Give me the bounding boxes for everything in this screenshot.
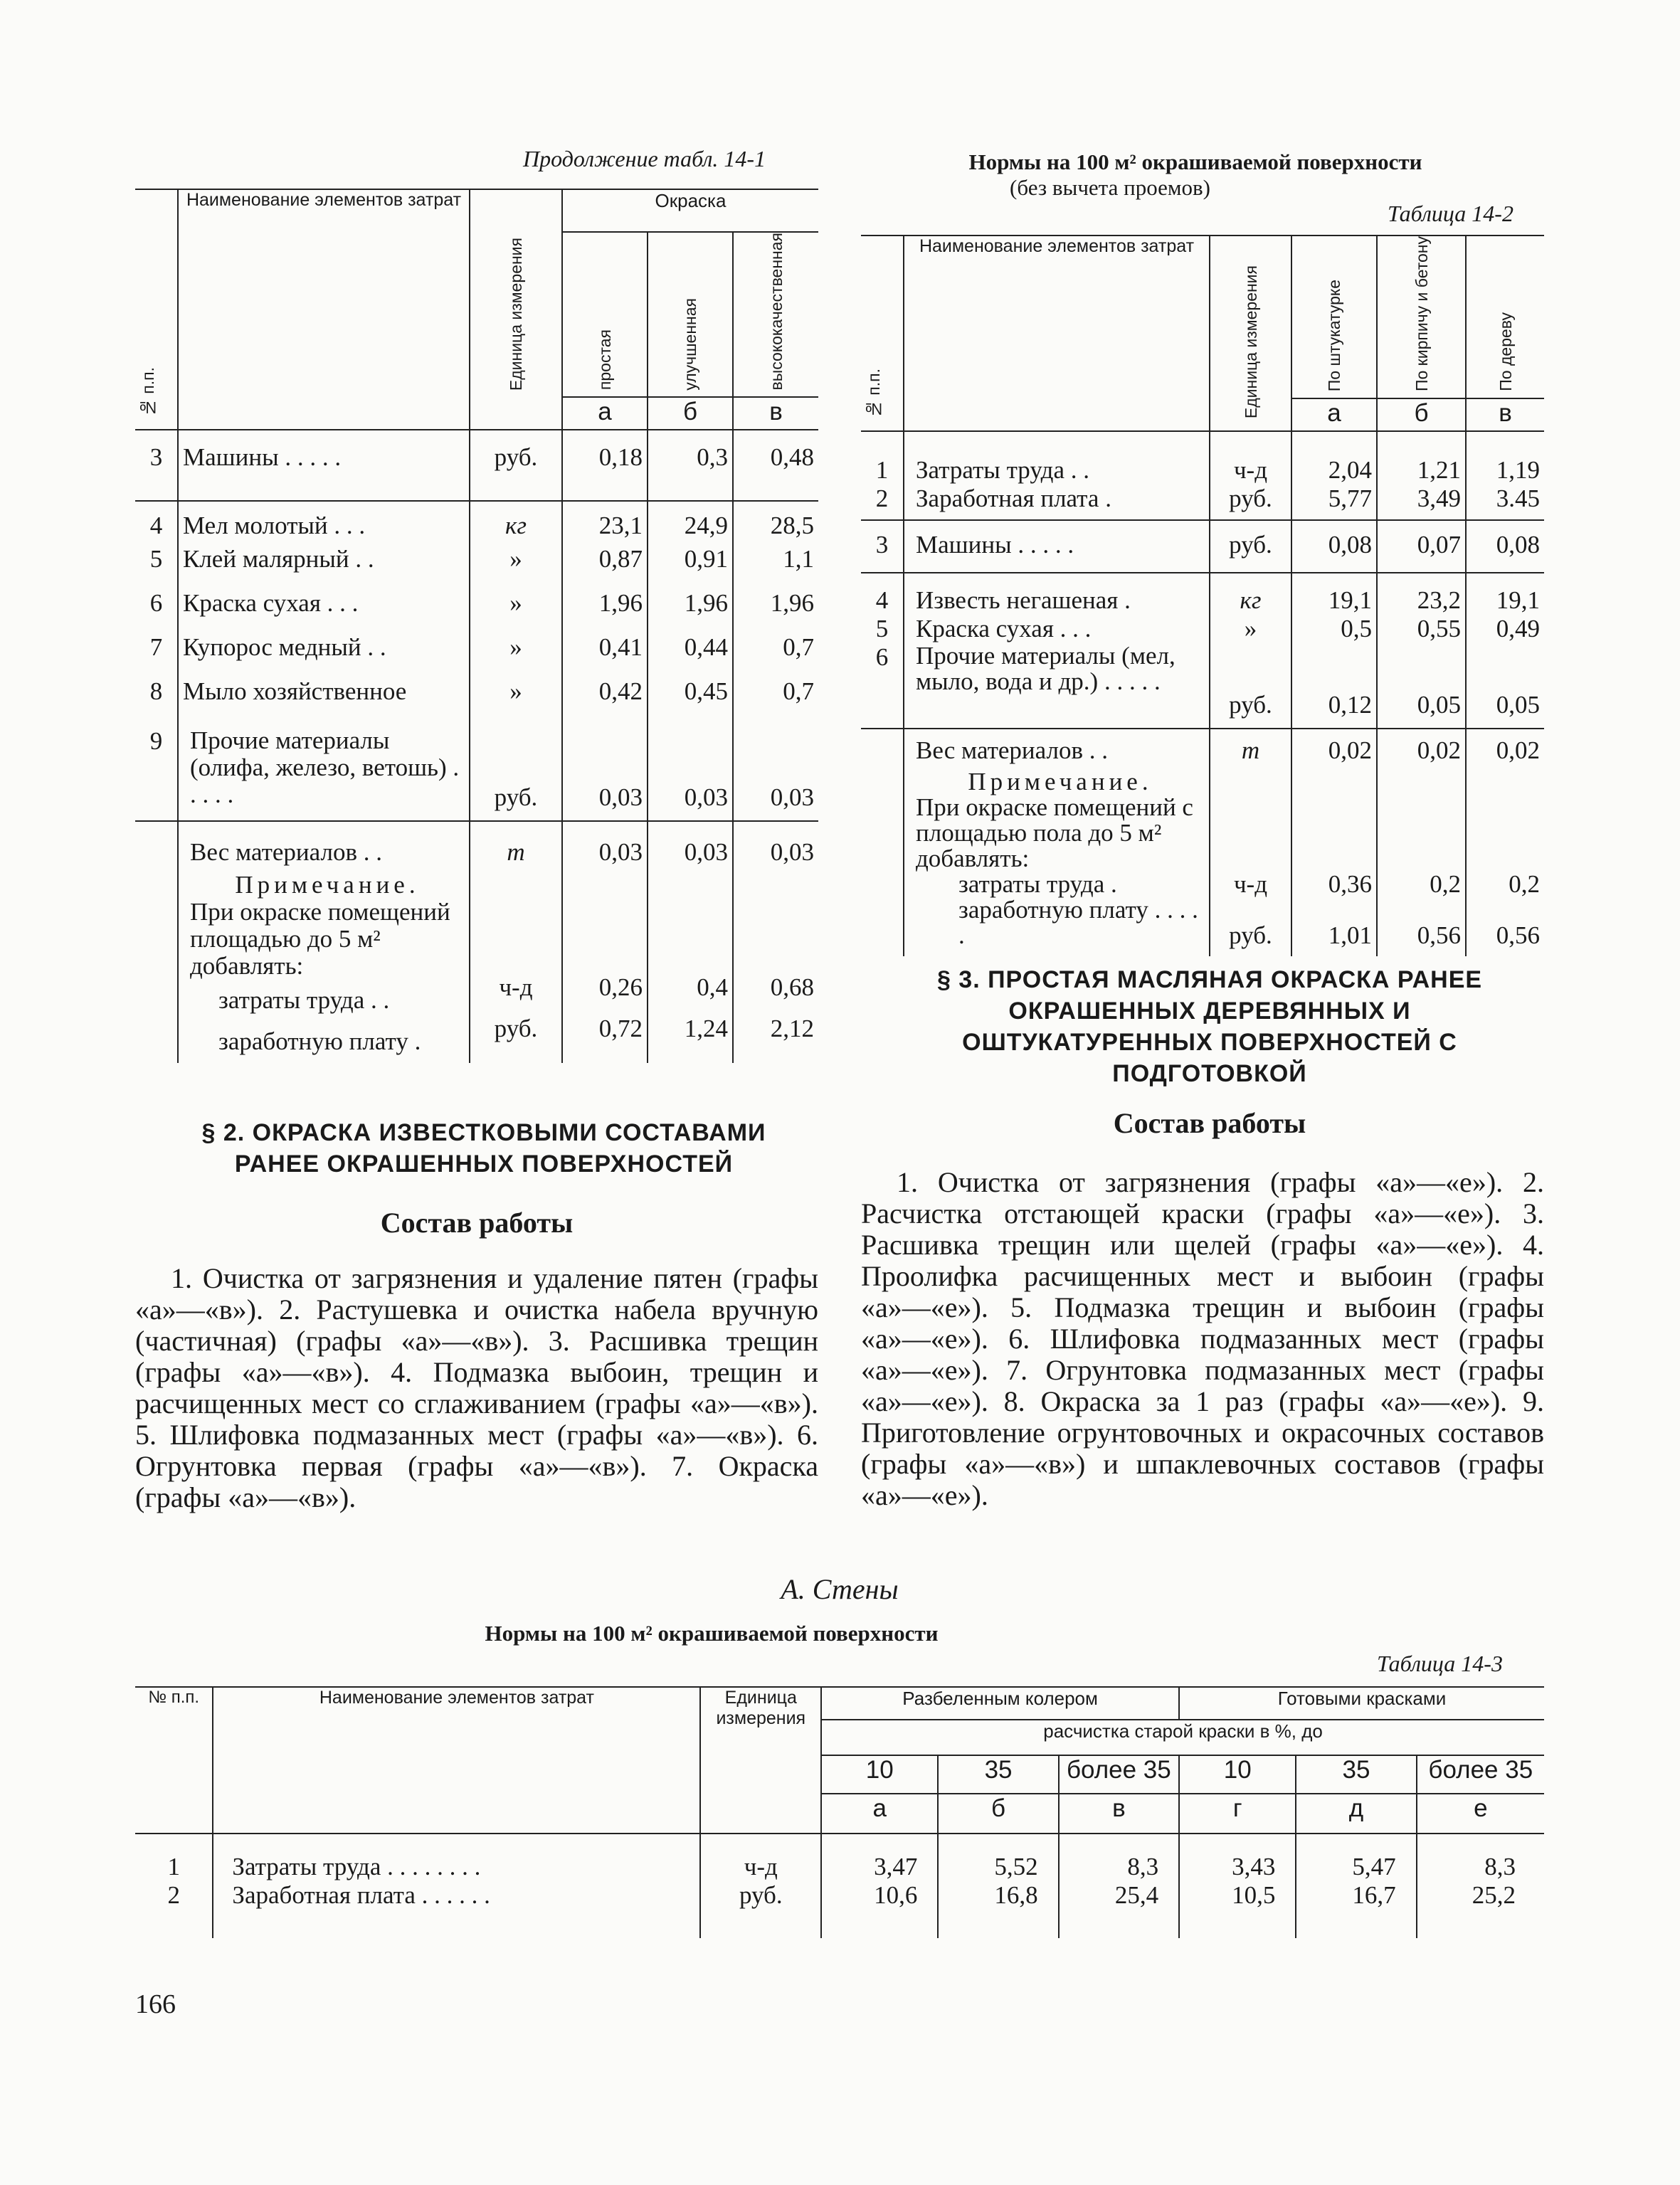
table-row-name: Мыло хозяйственное <box>178 677 470 721</box>
table-cell: 19,1 <box>1291 573 1377 615</box>
section2-subtitle: Состав работы <box>380 1207 574 1239</box>
note-text: При окраске помещений с площадью пола до 5 м² добавлять: <box>916 793 1193 873</box>
extra-unit: ч-д <box>499 973 533 1002</box>
table-row-name: Затраты труда . . . . . . . . <box>213 1834 700 1881</box>
table-cell: 16,8 <box>938 1881 1058 1938</box>
table-cell: 1,1 <box>783 545 814 573</box>
table-cell: 16,7 <box>1296 1881 1416 1938</box>
table-cell: 0,55 <box>1377 615 1466 643</box>
table-cell: 0,44 <box>648 633 733 677</box>
bottom-h-group2: Готовыми красками <box>1179 1687 1544 1720</box>
table-cell: 3,49 <box>1377 485 1466 520</box>
table-cell: 0,03 <box>733 721 818 821</box>
left-h-letter-b: б <box>648 397 733 430</box>
table-row-num: 2 <box>861 485 904 520</box>
table-cell: 3,47 <box>821 1834 938 1881</box>
table-row-unit: руб. <box>1210 643 1291 729</box>
table-cell: 0,48 <box>733 430 818 501</box>
table-cell: 0,03 <box>684 838 728 867</box>
table-row-num: 9 <box>135 721 178 821</box>
table-row-unit: ч-д <box>1210 431 1291 485</box>
right-table-subtitle: (без вычета проемов) <box>1010 175 1210 200</box>
right-h-name: Наименование элементов затрат <box>904 236 1210 431</box>
table-cell: 0,18 <box>562 430 648 501</box>
right-h-num: № п.п. <box>865 368 883 419</box>
right-h-col-a: По штукатурке <box>1325 279 1343 392</box>
table-cell: 2,12 <box>770 1015 814 1043</box>
table-row-name: Купорос медный . . <box>178 633 470 677</box>
left-h-letter-a: а <box>562 397 648 430</box>
section3-text: 1. Очистка от загрязнения (графы «а»—«е»). 2. Расчистка отстающей краски (графы «а»—«е»). 3. Расшивка трещин или щелей (графы «а»—«е»). 4. Проолифка расчищенных мест и выбоин (графы «а»—«е»). 5. Подмазка трещин и выбоин (графы «а»—«е»). 6. Шлифовка подмазанных мест (графы «а»—«е»). 7. Огрунтовка подмазанных мест (графы «а»—«е»). 8. Окраска за 1 раз (графы «а»—«е»). 9. Приготовление огрунтовочных и окрасочных составов (графы «а»—«в») и шпаклевочных составов (графы «а»—«е»). <box>861 1166 1544 1511</box>
table-row-unit: кг <box>1210 573 1291 615</box>
table-cell: 0,7 <box>783 633 814 662</box>
table-row-unit: » <box>470 589 562 633</box>
table-cell: 0,3 <box>648 430 733 501</box>
table-cell: 3.45 <box>1466 485 1544 520</box>
table-cell: 25,4 <box>1059 1881 1179 1938</box>
bottom-h-col: более 35 <box>1417 1755 1544 1794</box>
table-cell: 0,36 <box>1328 870 1372 899</box>
table-row-num: 1 <box>861 431 904 485</box>
extra-label: затраты труда . . <box>218 986 390 1015</box>
table-row-name: Машины . . . . . <box>904 520 1210 573</box>
table-cell: 0,12 <box>1291 643 1377 729</box>
table-cell: 19,1 <box>1496 586 1540 615</box>
table-row-name: Прочие материалы (мел, мыло, вода и др.) . . . . . <box>904 643 1210 729</box>
table-cell: 0,03 <box>648 721 733 821</box>
table-cell: 1,96 <box>770 589 814 618</box>
table-cell: 5,77 <box>1291 485 1377 520</box>
table-row-name: Заработная плата . . . . . . <box>213 1881 700 1938</box>
table-cell: 2,04 <box>1291 431 1377 485</box>
table-row-num: 4 <box>135 501 178 545</box>
bottom-h-col: 10 <box>1179 1755 1296 1794</box>
weight-label: Вес материалов . . <box>916 736 1108 765</box>
table-row-unit: » <box>470 545 562 589</box>
table-cell: 23,2 <box>1377 573 1466 615</box>
table-cell: 0,5 <box>1291 615 1377 643</box>
table-row-unit: руб. <box>470 430 562 501</box>
table-cell: 0,02 <box>1496 736 1540 765</box>
bottom-table-caption: Таблица 14-3 <box>1377 1651 1503 1676</box>
table-row-name: Мел молотый . . . <box>178 501 470 545</box>
left-table <box>135 189 818 1063</box>
bottom-h-col: 35 <box>1296 1755 1416 1794</box>
table-cell: 0,08 <box>1291 520 1377 573</box>
table-cell: 0,45 <box>648 677 733 721</box>
left-h-letter-c: в <box>733 397 818 430</box>
table-cell: 28,5 <box>770 512 814 540</box>
right-h-unit: Единица измерения <box>1241 265 1260 419</box>
table-cell: 0,56 <box>1417 921 1461 950</box>
bottom-h-letter: б <box>938 1794 1058 1834</box>
table-cell: 0,03 <box>770 838 814 867</box>
table-cell: 0,2 <box>1509 870 1540 899</box>
extra-label: заработную плату . . . . . <box>958 896 1198 950</box>
table-row-name: Клей малярный . . <box>178 545 470 589</box>
table-cell: 0,41 <box>562 633 648 677</box>
table-row-unit: » <box>1210 615 1291 643</box>
table-cell: 3,43 <box>1179 1834 1296 1881</box>
table-cell: 24,9 <box>648 501 733 545</box>
table-row-unit: » <box>470 633 562 677</box>
right-h-letter-a: а <box>1291 398 1377 431</box>
table-row-num: 5 <box>861 615 904 643</box>
table-cell: 0,26 <box>598 973 643 1002</box>
right-h-col-c: По дереву <box>1496 312 1515 392</box>
table-row-num: 3 <box>135 430 178 501</box>
page-number: 166 <box>135 1989 176 2019</box>
table-cell: 0,56 <box>1496 921 1540 950</box>
table-cell: 1,01 <box>1328 921 1372 950</box>
note-title: Примечание. <box>968 768 1153 796</box>
bottom-section-title: А. Стены <box>781 1573 899 1605</box>
table-cell: 0,7 <box>783 677 814 706</box>
left-h-num: № п.п. <box>139 367 157 418</box>
section3-title: § 3. ПРОСТАЯ МАСЛЯНАЯ ОКРАСКА РАНЕЕ ОКРАШЕННЫХ ДЕРЕВЯННЫХ И ОШТУКАТУРЕННЫХ ПОВЕРХНОСТЕЙ С ПОДГОТОВКОЙ <box>936 966 1483 1087</box>
bottom-h-letter: д <box>1296 1794 1416 1834</box>
table-cell: 1,19 <box>1496 456 1540 485</box>
table-cell: 10,5 <box>1179 1881 1296 1938</box>
table-cell: 0,05 <box>1466 643 1544 729</box>
table-cell: 0,4 <box>697 973 728 1002</box>
table-cell: 1,21 <box>1377 431 1466 485</box>
extra-unit: руб. <box>494 1015 538 1043</box>
table-row-name: Краска сухая . . . <box>904 615 1210 643</box>
table-cell: 1,96 <box>562 589 648 633</box>
weight-unit: т <box>1241 736 1260 765</box>
left-h-col-b: улучшенная <box>681 297 699 391</box>
table-row-unit: ч-д <box>700 1834 821 1881</box>
table-row-unit: руб. <box>470 721 562 821</box>
table-row-num: 7 <box>135 633 178 677</box>
table-row-num: 6 <box>861 643 904 729</box>
right-h-letter-c: в <box>1466 398 1544 431</box>
left-table-caption: Продолжение табл. 14-1 <box>523 146 766 171</box>
table-row-name: Краска сухая . . . <box>178 589 470 633</box>
table-row-name: Прочие материалы (олифа, железо, ветошь) . . . . . <box>178 721 470 821</box>
bottom-h-subgroup: расчистка старой краски в %, до <box>821 1720 1544 1755</box>
table-row-unit: руб. <box>700 1881 821 1938</box>
table-cell: 0,05 <box>1377 643 1466 729</box>
extra-unit: ч-д <box>1233 870 1268 899</box>
table-cell: 25,2 <box>1472 1881 1516 1909</box>
section2-title: § 2. ОКРАСКА ИЗВЕСТКОВЫМИ СОСТАВАМИ РАНЕЕ ОКРАШЕННЫХ ПОВЕРХНОСТЕЙ <box>201 1119 766 1178</box>
table-cell: 0,07 <box>1377 520 1466 573</box>
table-cell: 0,02 <box>1417 736 1461 765</box>
table-row-name: Известь негашеная . <box>904 573 1210 615</box>
table-row-num: 6 <box>135 589 178 633</box>
bottom-h-col: 35 <box>938 1755 1058 1794</box>
table-cell: 0,02 <box>1328 736 1372 765</box>
table-cell: 8,3 <box>1059 1834 1179 1881</box>
bottom-h-num: № п.п. <box>135 1687 213 1834</box>
extra-label: заработную плату . <box>218 1027 421 1056</box>
table-cell: 0,91 <box>648 545 733 589</box>
right-table-caption: Таблица 14-2 <box>1388 201 1513 226</box>
table-row-name: Заработная плата . <box>904 485 1210 520</box>
table-row-num: 1 <box>167 1853 180 1880</box>
table-cell: 0,42 <box>562 677 648 721</box>
table-row-num: 4 <box>861 573 904 615</box>
bottom-h-group1: Разбеленным колером <box>821 1687 1179 1720</box>
right-h-letter-b: б <box>1377 398 1466 431</box>
table-row-unit: руб. <box>1210 520 1291 573</box>
table-row-unit: кг <box>470 501 562 545</box>
table-row-num: 5 <box>135 545 178 589</box>
weight-unit: т <box>507 838 525 867</box>
left-h-group: Окраска <box>562 189 818 232</box>
table-cell: 0,49 <box>1496 615 1540 643</box>
table-cell: 23,1 <box>562 501 648 545</box>
bottom-h-letter: г <box>1179 1794 1296 1834</box>
left-h-col-c: высококачественная <box>766 233 786 391</box>
bottom-h-name: Наименование элементов затрат <box>213 1687 700 1834</box>
table-row-unit: руб. <box>1210 485 1291 520</box>
table-row-num: 2 <box>167 1881 180 1909</box>
table-cell: 1,24 <box>684 1015 728 1043</box>
bottom-h-col: 10 <box>821 1755 938 1794</box>
table-row-unit: » <box>470 677 562 721</box>
left-h-unit: Единица измерения <box>507 238 525 391</box>
bottom-h-letter: в <box>1059 1794 1179 1834</box>
table-cell: 0,08 <box>1466 520 1544 573</box>
table-cell: 0,03 <box>562 721 648 821</box>
extra-unit: руб. <box>1229 921 1272 950</box>
table-cell: 5,47 <box>1296 1834 1416 1881</box>
bottom-h-unit: Единица измерения <box>700 1687 821 1834</box>
section3-subtitle: Состав работы <box>1113 1107 1306 1139</box>
table-cell: 0,03 <box>598 838 643 867</box>
note-text: При окраске помещений площадью до 5 м² добавлять: <box>190 898 450 980</box>
bottom-h-letter: е <box>1417 1794 1544 1834</box>
table-cell: 5,52 <box>938 1834 1058 1881</box>
bottom-h-col: более 35 <box>1059 1755 1179 1794</box>
right-table-title: Нормы на 100 м² окрашиваемой поверхности <box>968 149 1422 174</box>
table-cell: 0,68 <box>770 973 814 1002</box>
extra-label: затраты труда . <box>958 870 1117 899</box>
left-h-col-a: простая <box>596 329 614 391</box>
table-cell: 8,3 <box>1484 1853 1516 1880</box>
table-row-name: Машины . . . . . <box>178 430 470 501</box>
table-cell: 10,6 <box>821 1881 938 1938</box>
table-cell: 1,96 <box>648 589 733 633</box>
bottom-table <box>135 1686 1544 1938</box>
table-row-name: Затраты труда . . <box>904 431 1210 485</box>
table-row-num: 8 <box>135 677 178 721</box>
table-cell: 0,87 <box>562 545 648 589</box>
left-h-name: Наименование элементов затрат <box>178 189 470 430</box>
weight-label: Вес материалов . . <box>190 838 382 867</box>
bottom-h-letter: а <box>821 1794 938 1834</box>
table-cell: 0,72 <box>598 1015 643 1043</box>
right-table <box>861 235 1544 956</box>
table-row-num: 3 <box>861 520 904 573</box>
table-cell: 0,2 <box>1430 870 1461 899</box>
section2-text: 1. Очистка от загрязнения и удаление пятен (графы «а»—«в»). 2. Растушевка и очистка набела вручную (частичная) (графы «а»—«в»). 3. Расшивка трещин (графы «а»—«в»). 4. Подмазка выбоин, трещин и расчищенных мест со сглаживанием (графы «а»—«в»). 5. Шлифовка подмазанных мест (графы «а»—«в»). 6. Огрунтовка первая (графы «а»—«в»). 7. Окраска (графы «а»—«в»). <box>135 1262 818 1513</box>
note-title: Примечание. <box>235 871 420 899</box>
bottom-table-title: Нормы на 100 м² окрашиваемой поверхности <box>485 1621 939 1646</box>
right-h-col-b: По кирпичу и бетону <box>1412 236 1431 392</box>
